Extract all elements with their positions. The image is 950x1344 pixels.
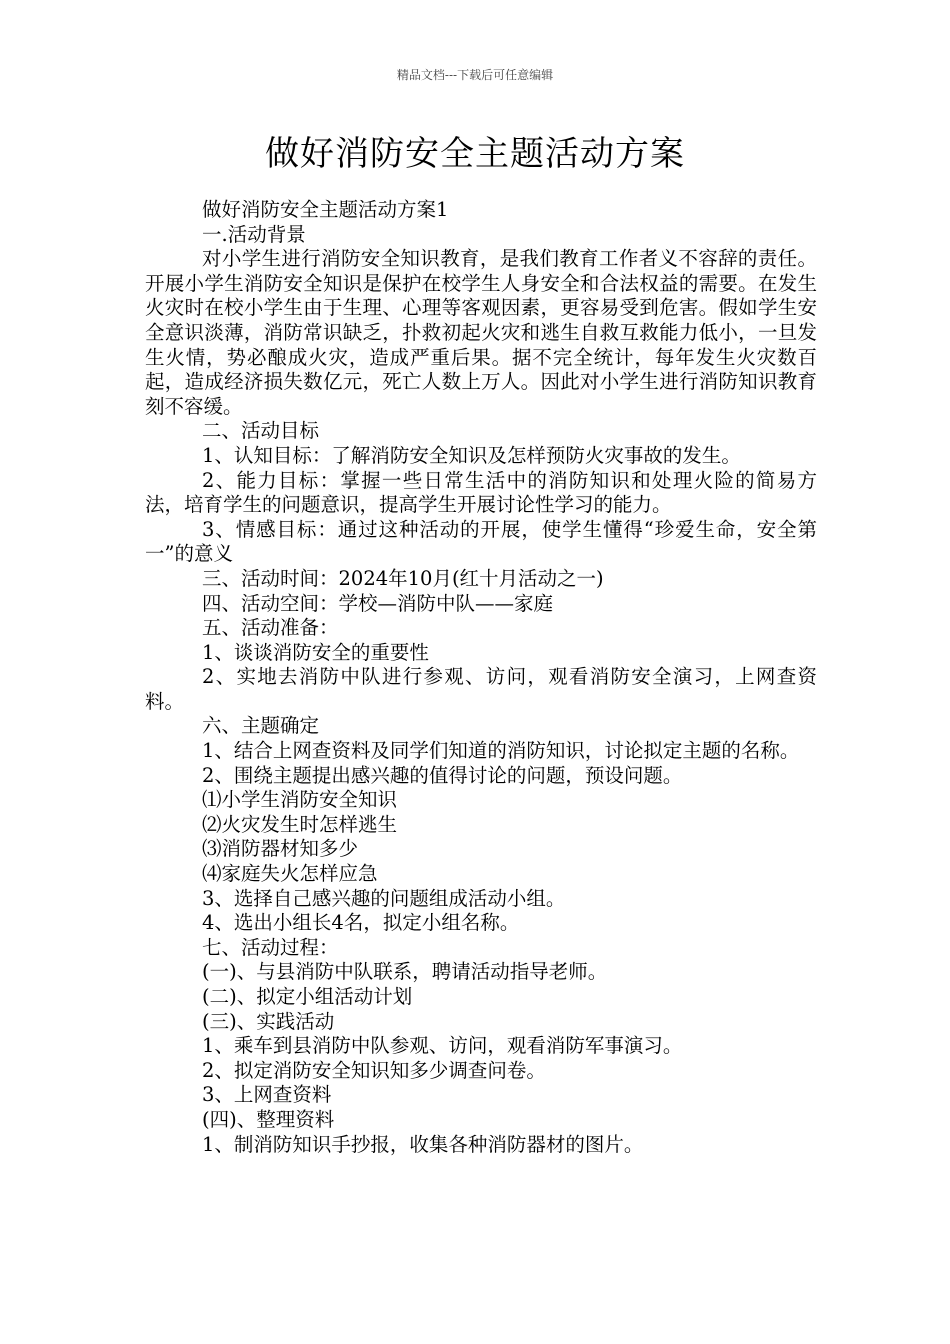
list-item: 1、结合上网查资料及同学们知道的消防知识，讨论拟定主题的名称。 bbox=[202, 739, 800, 763]
list-item: (二)、拟定小组活动计划 bbox=[202, 985, 413, 1008]
list-item: 4、选出小组长4名，拟定小组名称。 bbox=[202, 911, 520, 935]
list-item: 1、乘车到县消防中队参观、访问，观看消防军事演习。 bbox=[202, 1034, 683, 1058]
list-item: 2、围绕主题提出感兴趣的值得讨论的问题，预设问题。 bbox=[202, 763, 683, 787]
list-item: (四)、整理资料 bbox=[202, 1107, 335, 1131]
list-item: 2、实地去消防中队进行参观、访问，观看消防安全演习，上网查资料。 bbox=[145, 665, 817, 713]
section-subtitle: 做好消防安全主题活动方案1 bbox=[202, 198, 449, 221]
paragraph: 对小学生进行消防安全知识教育，是我们教育工作者义不容辞的责任。开展小学生消防安全知识是保护在校学生人身安全和合法权益的需要。在发生火灾时在校小学生由于生理、心理等客观因素，更容易受到危害。假如学生安全意识淡薄，消防常识缺乏，扑救初起火灾和逃生自救互救能力低小，一旦发生火情，势必酿成火灾，造成严重后果。据不完全统计，每年发生火灾数百起，造成经济损失数亿元，死亡人数上万人。因此对小学生进行消防知识教育刻不容缓。 bbox=[145, 247, 817, 418]
section-heading: 三、活动时间：2024年10月(红十月活动之一) bbox=[202, 566, 604, 590]
list-item: ⑵火灾发生时怎样逃生 bbox=[202, 812, 398, 836]
section-heading: 一.活动背景 bbox=[202, 222, 306, 246]
list-item: (一)、与县消防中队联系，聘请活动指导老师。 bbox=[202, 960, 608, 984]
list-item: (三)、实践活动 bbox=[202, 1009, 335, 1033]
list-item: 3、上网查资料 bbox=[202, 1083, 332, 1107]
list-item: 3、情感目标：通过这种活动的开展，使学生懂得“珍爱生命，安全第一”的意义 bbox=[145, 517, 817, 566]
list-item: ⑶消防器材知多少 bbox=[202, 837, 359, 861]
section-heading: 五、活动准备： bbox=[202, 616, 339, 640]
document-title: 做好消防安全主题活动方案 bbox=[265, 134, 685, 174]
section-heading: 二、活动目标 bbox=[202, 419, 320, 443]
list-item: ⑷家庭失火怎样应急 bbox=[202, 862, 378, 886]
list-item: 3、选择自己感兴趣的问题组成活动小组。 bbox=[202, 886, 566, 910]
document-body bbox=[145, 198, 817, 1157]
list-item: 2、拟定消防安全知识知多少调查问卷。 bbox=[202, 1058, 546, 1082]
section-heading: 六、主题确定 bbox=[202, 714, 320, 738]
list-item: 1、制消防知识手抄报，收集各种消防器材的图片。 bbox=[202, 1132, 644, 1156]
list-item: 1、认知目标：了解消防安全知识及怎样预防火灾事故的发生。 bbox=[202, 443, 741, 467]
section-heading: 七、活动过程： bbox=[202, 935, 339, 959]
list-item: 2、能力目标：掌握一些日常生活中的消防知识和处理火险的简易方法，培育学生的问题意识，提高学生开展讨论性学习的能力。 bbox=[145, 468, 817, 517]
list-item: 1、谈谈消防安全的重要性 bbox=[202, 640, 429, 664]
section-heading: 四、活动空间：学校—消防中队——家庭 bbox=[202, 591, 554, 615]
list-item: ⑴小学生消防安全知识 bbox=[202, 788, 398, 812]
header-note: 精品文档---下载后可任意编辑 bbox=[396, 68, 554, 82]
